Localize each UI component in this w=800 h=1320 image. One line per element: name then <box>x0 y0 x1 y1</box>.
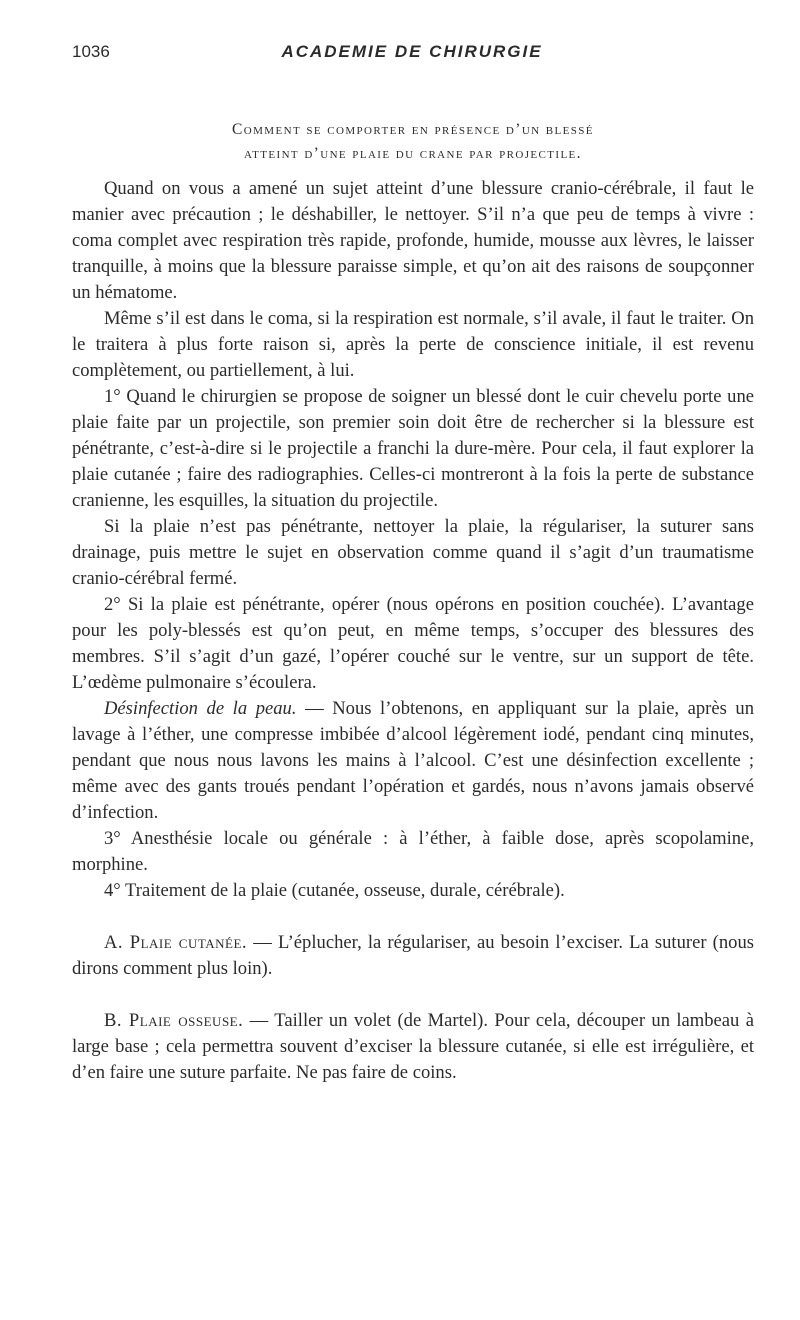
body-text <box>72 176 754 1086</box>
paragraph: Même s’il est dans le coma, si la respiration est normale, s’il avale, il faut le traiter. On le traitera à plus forte raison si, après la perte de conscience initiale, il est revenu complètement, ou partiellement, à lui. <box>72 308 754 381</box>
running-head: ACADEMIE DE CHIRURGIE <box>281 42 543 61</box>
paragraph-lead: Désinfection de la peau. <box>104 698 297 719</box>
section-title-line-2: atteint d’une plaie du crane par projectile. <box>244 145 582 162</box>
paragraph-lead: A. Plaie cutanée. <box>104 932 248 953</box>
paragraph: 3° Anesthésie locale ou générale : à l’éther, à faible dose, après scopolamine, morphine. <box>72 828 754 875</box>
paragraph: Quand on vous a amené un sujet atteint d’une blessure cranio-cérébrale, il faut le manier avec précaution ; le déshabiller, le nettoyer. S’il n’a que peu de temps à vivre : coma complet avec respiration très rapide, profonde, humide, mousse aux lèvres, le laisser tranquille, à moins que la blessure paraisse simple, et qu’on ait des raisons de soupçonner un hématome. <box>72 178 754 303</box>
paragraph-text: — Tailler un volet (de Martel). Pour cela, découper un lambeau à large base ; cela permettra souvent d’exciser la blessure cutanée, si elle est irrégulière, et d’en faire une suture parfaite. Ne pas faire de coins. <box>72 1010 754 1083</box>
section-title <box>72 118 754 166</box>
paragraph: 1° Quand le chirurgien se propose de soigner un blessé dont le cuir chevelu porte une plaie faite par un projectile, son premier soin doit être de rechercher si la blessure est pénétrante, c’est-à-dire si le projectile a franchi la dure-mère. Pour cela, il faut explorer la plaie cutanée ; faire des radiographies. Celles-ci montreront à la fois la perte de substance cranienne, les esquilles, la situation du projectile. <box>72 386 754 511</box>
paragraph <box>72 696 754 826</box>
paragraph: 2° Si la plaie est pénétrante, opérer (nous opérons en position couchée). L’avantage pour les poly-blessés est qu’on peut, en même temps, s’occuper des blessures des membres. S’il s’agit d’un gazé, l’opérer couché sur le ventre, sur un support de tête. L’œdème pulmonaire s’écoulera. <box>72 594 754 693</box>
paragraph-lead: B. Plaie osseuse. <box>104 1010 244 1031</box>
paragraph-text: — Nous l’obtenons, en appliquant sur la plaie, après un lavage à l’éther, une compresse imbibée d’alcool légèrement iodé, pendant cinq minutes, pendant que nous nous lavons les mains à l’alcool. C’est une désinfection excellente ; même avec des gants troués pendant l’opération et gardés, nous n’avons jamais observé d’infection. <box>72 698 754 823</box>
paragraph-text: — L’éplucher, la régulariser, au besoin l’exciser. La suturer (nous dirons comment plus loin). <box>72 932 754 979</box>
section-title-line-1: Comment se comporter en présence d’un blessé <box>232 121 594 138</box>
paragraph <box>72 930 754 982</box>
paragraph: Si la plaie n’est pas pénétrante, nettoyer la plaie, la régulariser, la suturer sans drainage, puis mettre le sujet en observation comme quand il s’agit d’un traumatisme cranio-cérébral fermé. <box>72 516 754 589</box>
page-header <box>72 42 752 66</box>
page-number: 1036 <box>72 42 110 61</box>
paragraph: 4° Traitement de la plaie (cutanée, osseuse, durale, cérébrale). <box>104 880 565 901</box>
paragraph <box>72 1008 754 1086</box>
